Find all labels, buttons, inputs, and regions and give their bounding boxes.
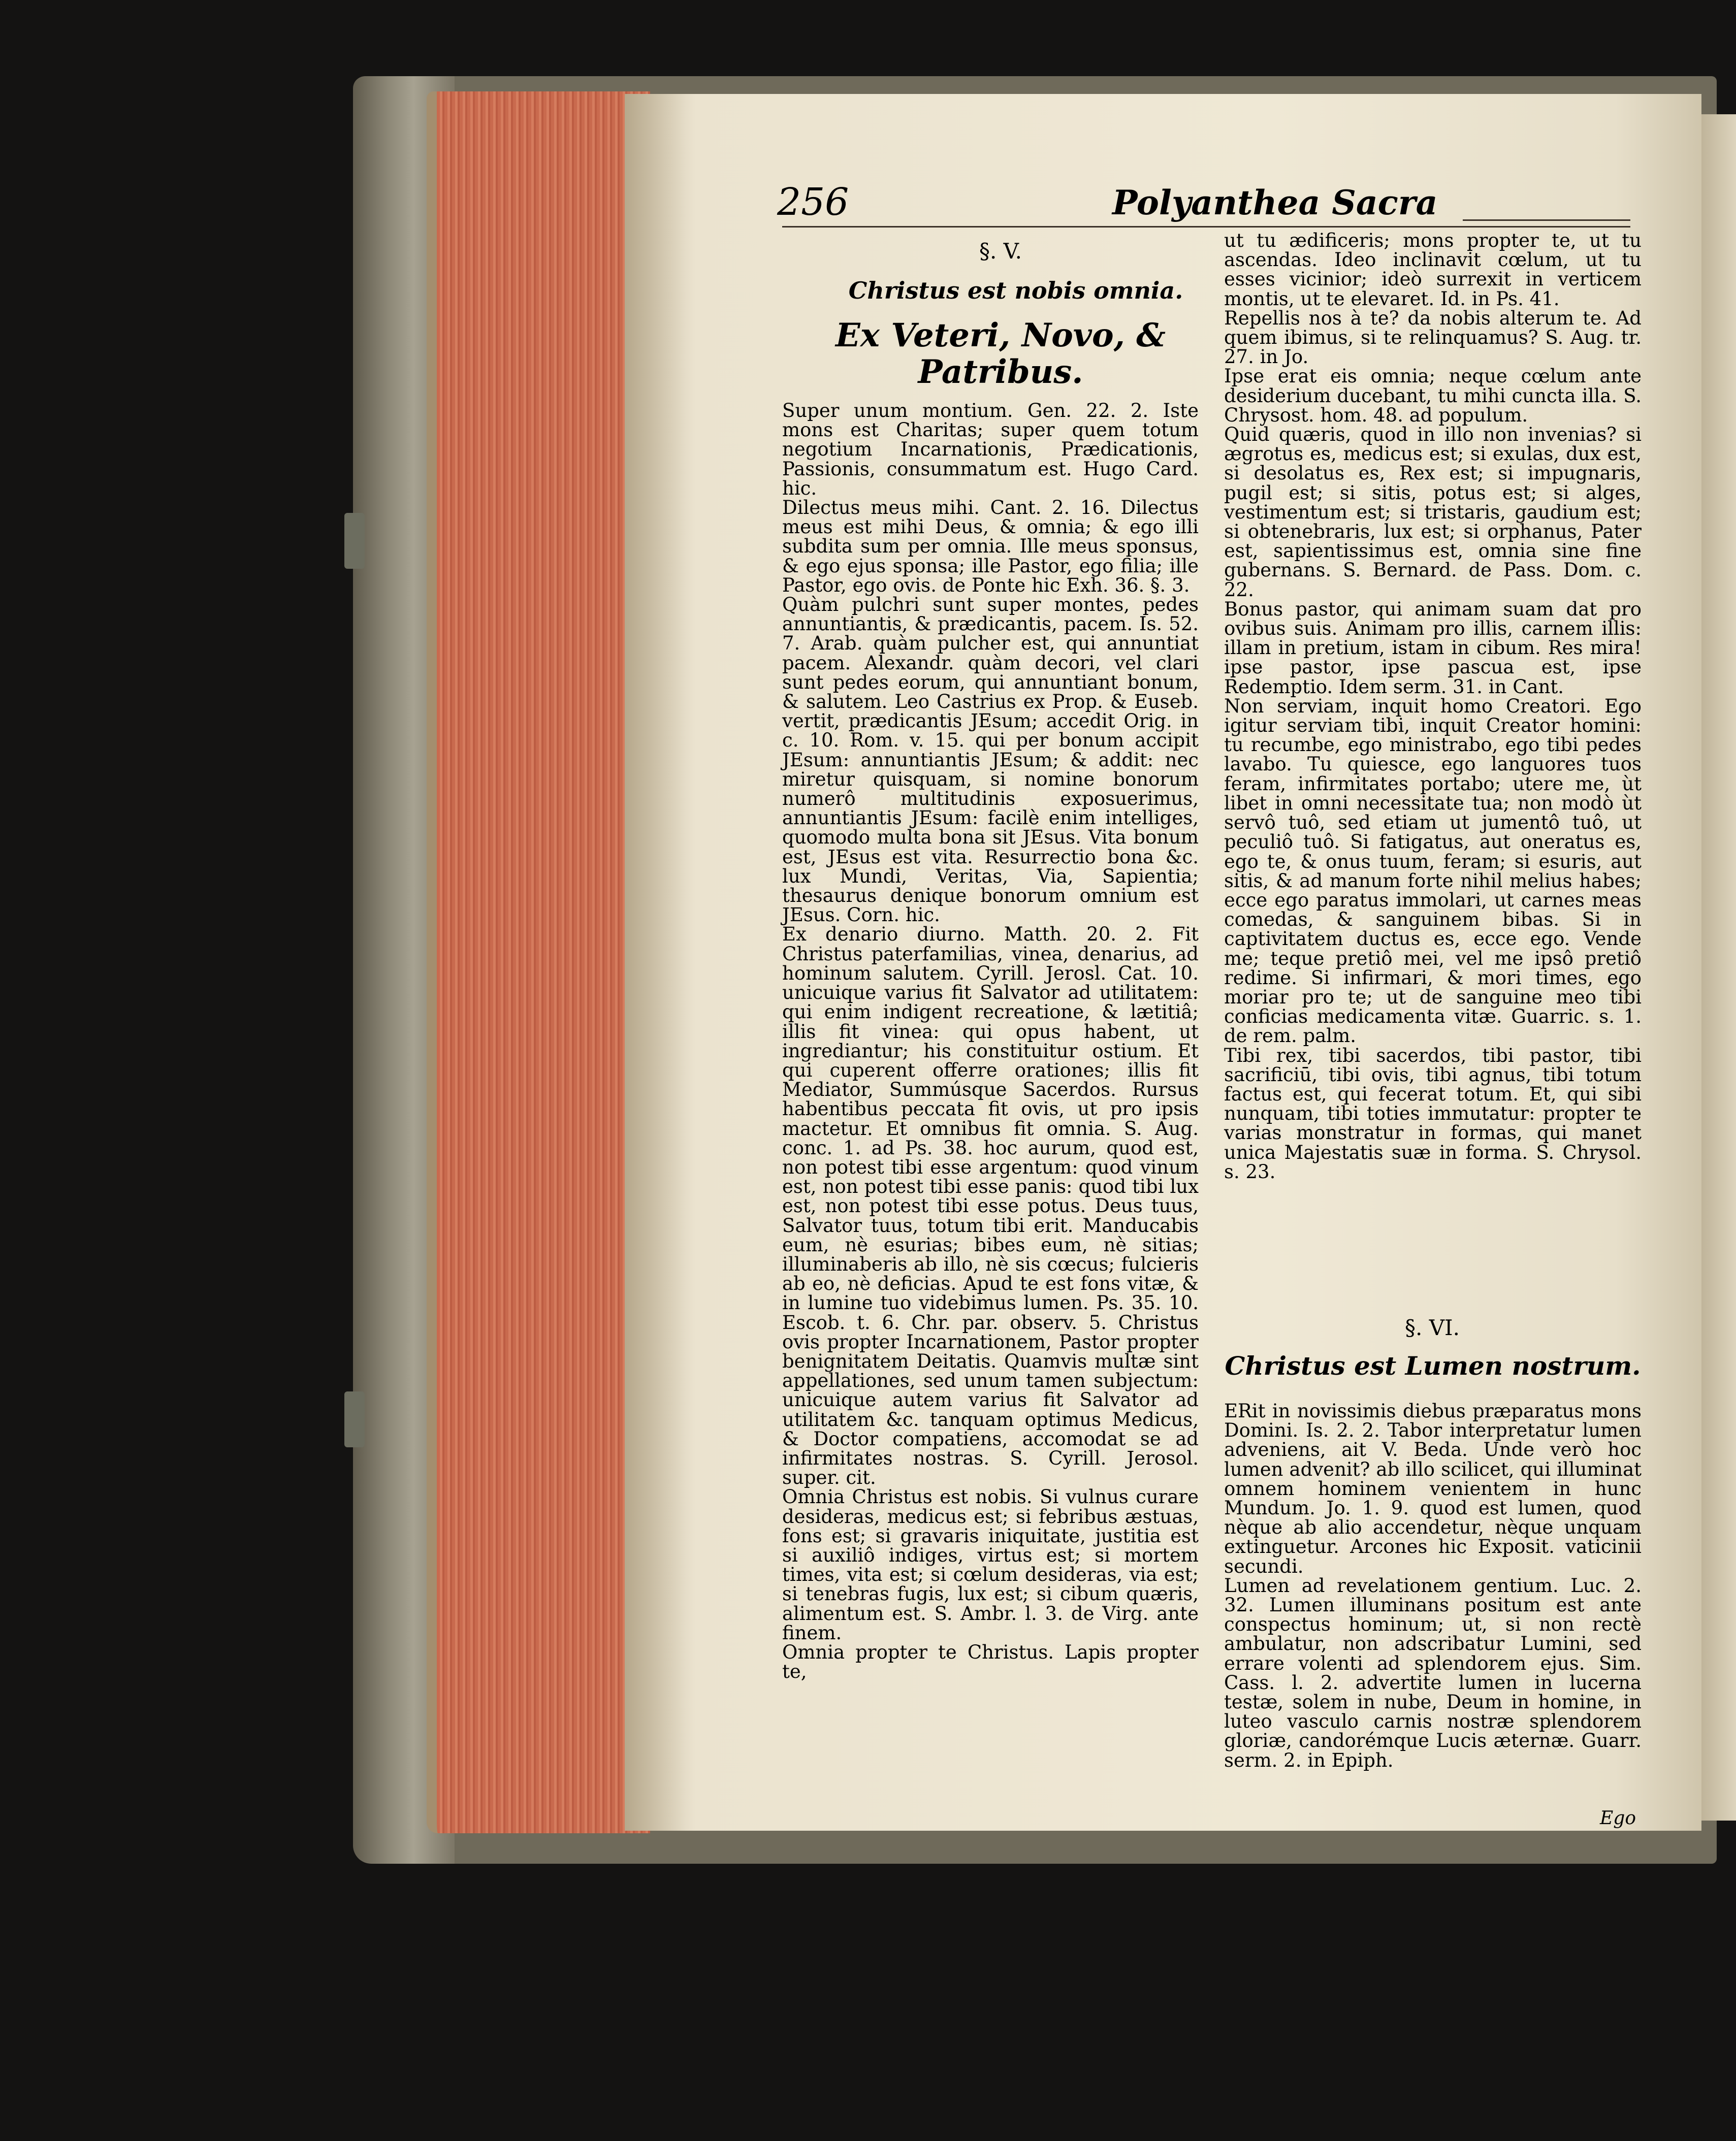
paragraph: Ex denario diurno. Matth. 20. 2. Fit Christus paterfamilias, vinea, denarius, ad hominum salutem. Cyrill. Jerosl. Cat. 10. unicuique varius fit Salvator ad utilitatem: qui enim indigent recreatione, & lætitiâ; illis fit vinea: qui opus habent, ut ingrediantur; his constituitur ostium. Et qui cuperent offerre orationes; illis fit Mediator, Summúsque Sacerdos. Rursus habentibus peccata fit ovis, ut pro ipsis mactetur. Et omnibus fit omnia. S. Aug. conc. 1. ad Ps. 38. hoc aurum, quod est, non potest tibi esse argentum: quod vinum est, non potest tibi esse panis: quod tibi lux est, non potest tibi esse potus. Deus tuus, Salvator tuus, totum tibi erit. Manducabis eum, nè esurias; bibes eum, nè sitias; illuminaberis ab illo, nè sis cœcus; fulcieris ab eo, nè deficias. Apud te est fons vitæ, & in lumine tuo videbimus lumen. Ps. 35. 10. Escob. t. 6. Chr. par. observ. 5. Christus ovis propter Incarnationem, Pastor propter benignitatem Deitatis. Quamvis multæ sint appellationes, sed unum tamen subjectum: unicuique autem varius fit Salvator ad utilitatem &c. tanquam optimus Medicus, & Doctor compatiens, accomodat se ad infirmitates nostras. S. Cyrill. Jerosol. super. cit. [782,923,1199,1489]
catchword: Ego [1600,1808,1636,1829]
clasp-upper [344,513,365,569]
paragraph: Super unum montium. Gen. 22. 2. Iste mons est Charitas; super quem totum negotium Incarnationis, Prædicationis, Passionis, consummatum est. Hugo Card. hic. [782,400,1199,499]
left-column [782,401,1199,1681]
paragraph: Ipse erat eis omnia; neque cœlum ante desiderium ducebant, tu mihi cuncta illa. S. Chrysost. hom. 48. ad populum. [1224,365,1642,426]
paragraph: Dilectus meus mihi. Cant. 2. 16. Dilectus meus est mihi Deus, & omnia; & ego illi subdita sum per omnia. Ille meus sponsus, & ego ejus sponsa; ille Pastor, ego filia; ille Pastor, ego ovis. de Ponte hic Exh. 36. §. 3. [782,497,1199,596]
paragraph: Omnia Christus est nobis. Si vulnus curare desideras, medicus est; si febribus æstuas, fons est; si gravaris iniquitate, justitia est si auxiliô indiges, virtus est; si mortem times, vita est; si cœlum desideras, via est; si tenebras fugis, lux est; si cibum quæris, alimentum est. S. Ambr. l. 3. de Virg. ante finem. [782,1486,1199,1644]
right-column [1224,231,1642,1182]
paragraph: ut tu ædificeris; mons propter te, ut tu ascendas. Ideo inclinavit cœlum, ut tu esses vicinior; ideò surrexit in verticem montis, ut te elevaret. Id. in Ps. 41. [1224,230,1642,310]
paragraph: Repellis nos à te? da nobis alterum te. Ad quem ibimus, si te relinquamus? S. Aug. tr. 27. in Jo. [1224,307,1642,368]
right-column-section-vi [1224,1402,1642,1770]
paragraph: Non serviam, inquit homo Creatori. Ego igitur serviam tibi, inquit Creator homini: tu recumbe, ego ministrabo, ego tibi pedes lavabo. Tu quiesce, ego languores tuos feram, infirmitates portabo; utere me, ùt libet in omni necessitate tua; non modò ùt servô tuô, sed etiam ut jumentô tuô, ut peculiô tuô. Si fatigatus, aut oneratus es, ego te, & onus tuum, feram; si esuris, aut sitis, & ad manum forte nihil melius habes; ecce ego paratus immolari, ut carnes meas comedas, & sanguinem bibas. Si in captivitatem ductus es, ecce ego. Vende me; teque pretiô mei, vel me ipsô pretiô redime. Si infirmari, & mori times, ego moriar pro te; ut de sanguine meo tibi conficias medicamenta vitæ. Guarric. s. 1. de rem. palm. [1224,695,1642,1047]
paragraph: Omnia propter te Christus. Lapis propter te, [782,1641,1199,1683]
paragraph: Quid quæris, quod in illo non invenias? si ægrotus es, medicus est; si exulas, dux est, si desolatus es, Rex est; si impugnaris, pugil est; si sitis, potus est; si alges, vestimentum est; si tristaris, gaudium est; si obtenebraris, lux est; si orphanus, Pater est, sapientissimus est, omnia sine fine gubernans. S. Bernard. de Pass. Dom. c. 22. [1224,424,1642,601]
page-edges-red [427,91,650,1833]
page-number: 256 [777,180,849,224]
running-head: Polyanthea Sacra [1112,183,1438,222]
section-mark-vi: §. VI. [1405,1315,1460,1340]
section-mark-v: §. V. [979,239,1022,264]
paragraph: Lumen ad revelationem gentium. Luc. 2. 32. Lumen illuminans positum est ante conspectus hominum; ut, si non rectè ambulatur, non adscribatur Lumini, sed errare volenti ad splendorem ejus. Sim. Cass. l. 2. advertite lumen in lucerna testæ, solem in nube, Deum in homine, in luteo vasculo carnis nostræ splendorem gloriæ, candorémque Lucis æternæ. Guarr. serm. 2. in Epiph. [1224,1574,1642,1771]
section-subheading-v: Ex Veteri, Novo, & Patribus. [835,316,1166,391]
paragraph: Quàm pulchri sunt super montes, pedes annuntiantis, & prædicantis, pacem. Is. 52. 7. Arab. quàm pulcher est, qui annuntiat pacem. Alexandr. quàm decori, vel clari sunt pedes eorum, qui annuntiant bonum, & salutem. Leo Castrius ex Prop. & Euseb. vertit, prædicantis JEsum; accedit Orig. in c. 10. Rom. v. 15. qui per bonum accipit JEsum: annuntiantis JEsum; & addit: nec miretur quisquam, si nomine bonorum numerô multitudinis exposuerimus, annuntiantis JEsum: facilè enim intelliges, quomodo multa bona sit JEsus. Vita bonum est, JEsus est vita. Resurrectio bona &c. lux Mundi, Veritas, Via, Sapientia; thesaurus denique bonorum omnium est JEsus. Corn. hic. [782,594,1199,926]
clasp-lower [344,1391,365,1447]
header-rule [782,226,1630,228]
gutter-shadow [625,94,696,1831]
paragraph: Tibi rex, tibi sacerdos, tibi pastor, tibi sacrificiū, tibi ovis, tibi agnus, tibi totum factus est, qui fecerat totum. Et, qui sibi nunquam, tibi toties immutatur: propter te varias monstratur in formas, qui manet unica Majestatis suæ in forma. S. Chrysol. s. 23. [1224,1044,1642,1183]
paragraph: ERit in novissimis diebus præparatus mons Domini. Is. 2. 2. Tabor interpretatur lumen adveniens, ait V. Beda. Unde verò hoc lumen advenit? ab illo scilicet, qui illuminat omnem hominem venientem in hunc Mundum. Jo. 1. 9. quod est lumen, quod nèque ab alio accendetur, nèque unquam extinguetur. Arcones hic Exposit. vaticinii secundi. [1224,1400,1642,1577]
section-heading-v: Christus est nobis omnia. [848,277,1183,304]
header-rule-right [1463,219,1630,221]
paragraph: Bonus pastor, qui animam suam dat pro ovibus suis. Animam pro illis, carnem illis: illam in pretium, istam in cibum. Res mira! ipse pastor, ipse pascua est, ipse Redemptio. Idem serm. 31. in Cant. [1224,598,1642,698]
section-heading-vi: Christus est Lumen nostrum. [1225,1351,1641,1381]
